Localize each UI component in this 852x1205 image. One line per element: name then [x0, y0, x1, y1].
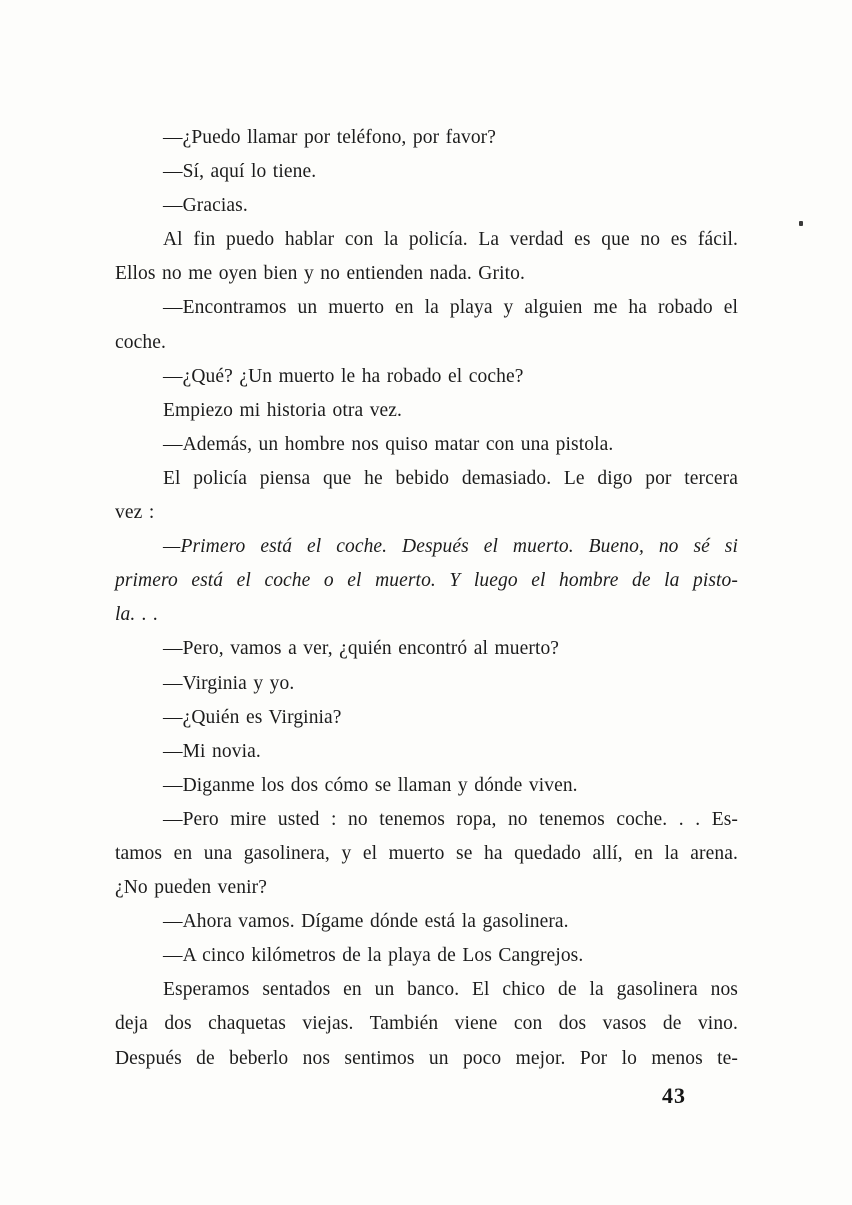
text-line: ¿No pueden venir? [115, 877, 267, 899]
text-line: Al fin puedo hablar con la policía. La verdad es que no es fácil. [163, 229, 738, 251]
page-number: 43 [662, 1083, 686, 1108]
text-line: —Mi novia. [163, 740, 261, 762]
text-line: Esperamos sentados en un banco. El chico de la gasolinera nos [163, 979, 738, 1001]
text-line: Después de beberlo nos sentimos un poco mejor. Por lo menos te- [115, 1047, 738, 1069]
text-line: —Encontramos un muerto en la playa y alguien me ha robado el [163, 297, 738, 319]
text-line: —Virginia y yo. [163, 672, 295, 694]
text-line: —Sí, aquí lo tiene. [163, 161, 317, 183]
text-line: —A cinco kilómetros de la playa de Los Cangrejos. [163, 945, 584, 967]
text-line: —Además, un hombre nos quiso matar con una pistola. [163, 433, 614, 455]
text-line: tamos en una gasolinera, y el muerto se ha quedado allí, en la arena. [115, 842, 738, 864]
text-line: —Primero está el coche. Después el muerto. Bueno, no sé si [163, 536, 738, 558]
text-line: —¿Puedo llamar por teléfono, por favor? [163, 127, 497, 148]
text-line: —Gracias. [163, 195, 248, 217]
text-line: deja dos chaquetas viejas. También viene con dos vasos de vino. [115, 1013, 738, 1035]
text-line: primero está el coche o el muerto. Y luego el hombre de la pisto- [115, 570, 738, 592]
scan-speck [799, 221, 803, 226]
text-line: coche. [115, 331, 166, 353]
text-line: Empiezo mi historia otra vez. [163, 399, 403, 421]
text-line: vez : [115, 502, 155, 524]
text-line: El policía piensa que he bebido demasiado. Le digo por tercera [163, 467, 738, 489]
text-line: —Pero, vamos a ver, ¿quién encontró al muerto? [163, 638, 560, 660]
text-line: —¿Qué? ¿Un muerto le ha robado el coche? [163, 365, 524, 387]
text-line: la. . . [115, 604, 159, 626]
page-text-block [115, 121, 738, 1076]
text-line: —Pero mire usted : no tenemos ropa, no tenemos coche. . . Es- [163, 808, 738, 830]
text-line: Ellos no me oyen bien y no entienden nada. Grito. [115, 263, 525, 285]
text-line: —¿Quién es Virginia? [163, 706, 342, 728]
text-line: —Diganme los dos cómo se llaman y dónde viven. [163, 774, 578, 796]
text-line: —Ahora vamos. Dígame dónde está la gasolinera. [163, 911, 569, 933]
